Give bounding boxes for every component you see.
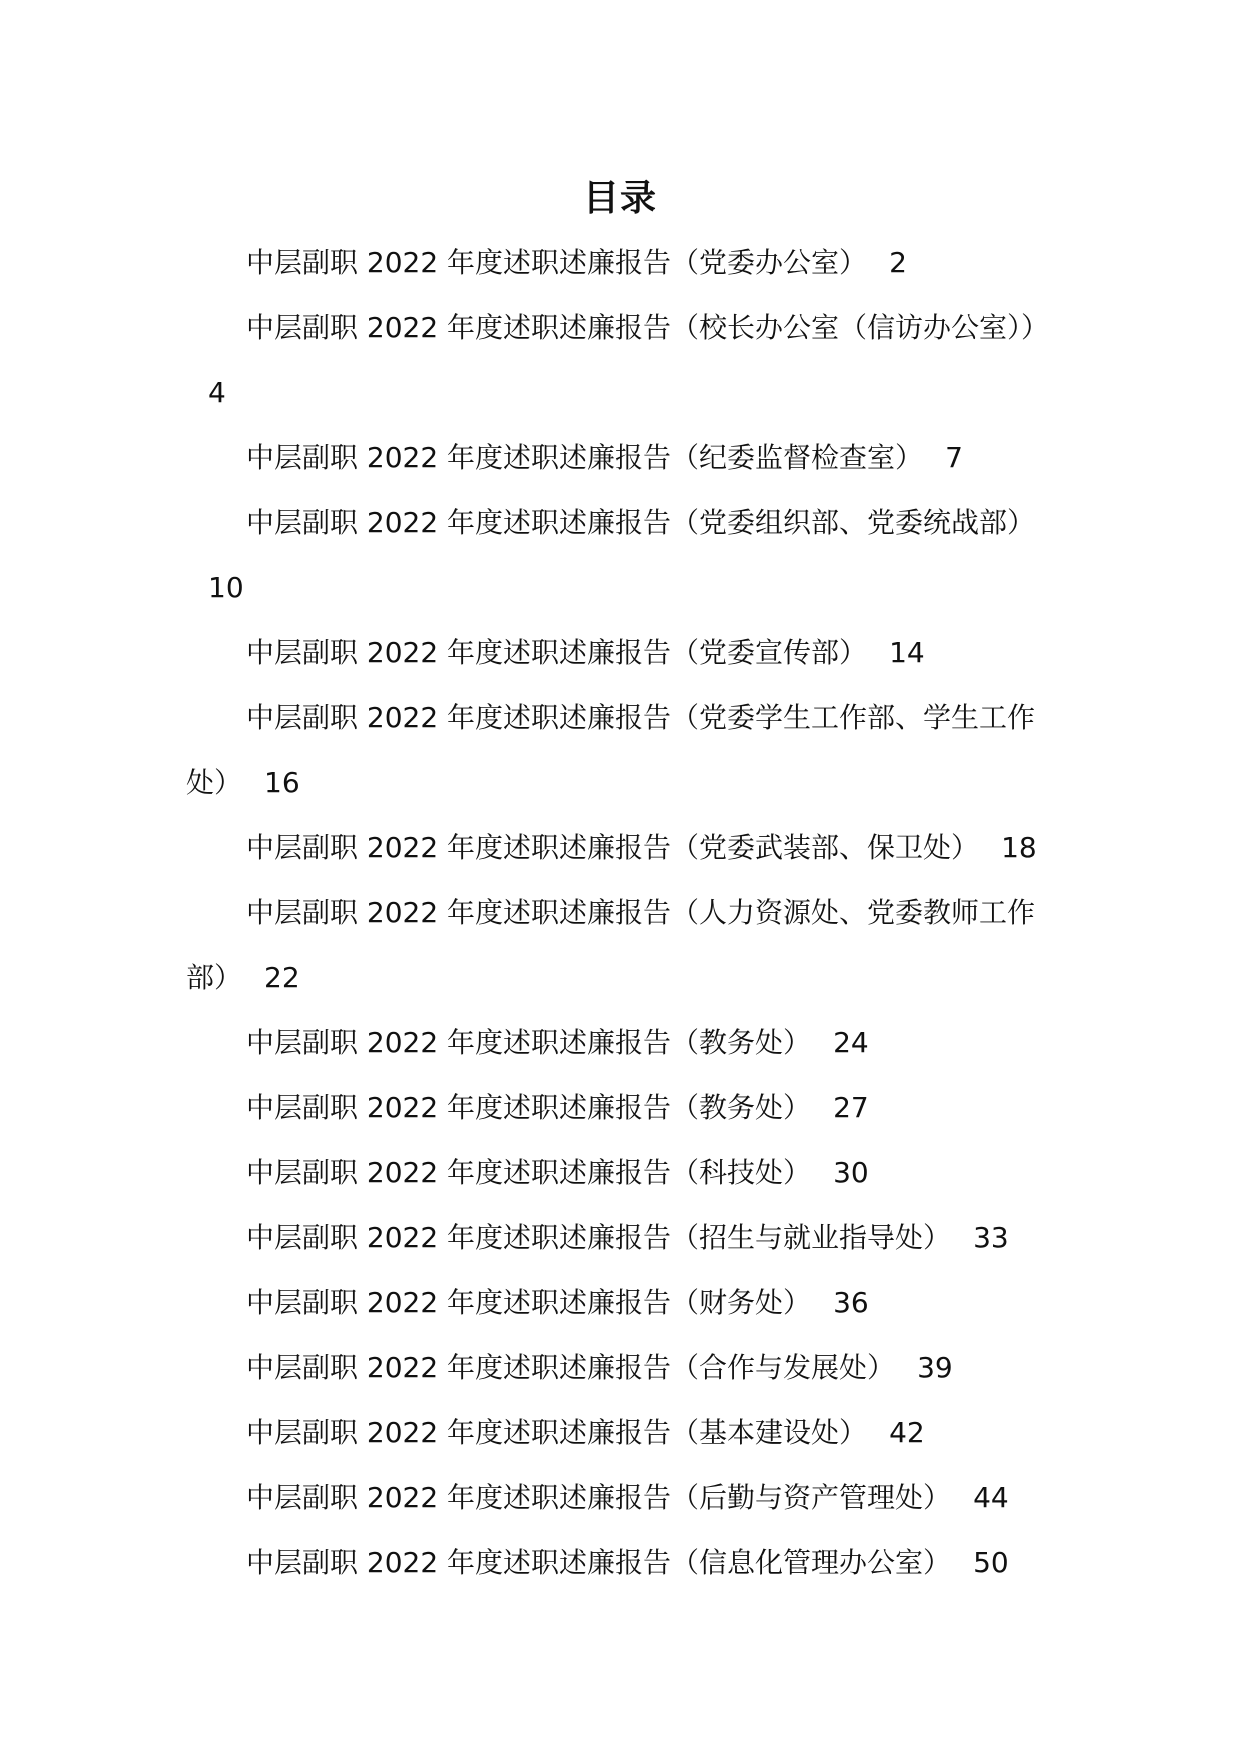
toc-entry[interactable] — [186, 1400, 1056, 1465]
toc-entry-page: 7 — [945, 441, 963, 474]
toc-entry-text: 中层副职 2022 年度述职述廉报告（党委武装部、保卫处） — [246, 831, 980, 864]
toc-entry-text: 中层副职 2022 年度述职述廉报告（基本建设处） — [246, 1416, 868, 1449]
toc-entry[interactable] — [186, 230, 1056, 295]
toc-entry-text: 中层副职 2022 年度述职述廉报告（合作与发展处） — [246, 1351, 896, 1384]
toc-entry-text: 中层副职 2022 年度述职述廉报告（信息化管理办公室） — [246, 1546, 952, 1579]
toc-entry-page: 10 — [208, 571, 244, 604]
toc-entry-page: 14 — [889, 636, 925, 669]
toc-entry-text: 中层副职 2022 年度述职述廉报告（党委办公室） — [246, 246, 868, 279]
toc-entry-page: 39 — [917, 1351, 953, 1384]
toc-entry[interactable] — [186, 1140, 1056, 1205]
toc-entry-text: 中层副职 2022 年度述职述廉报告（教务处） — [246, 1026, 812, 1059]
toc-entry-text: 中层副职 2022 年度述职述廉报告（党委学生工作部、学生工作处） — [186, 701, 1036, 799]
toc-entry-page: 44 — [973, 1481, 1009, 1514]
toc-entry-page: 2 — [889, 246, 907, 279]
toc-entry[interactable] — [186, 1335, 1056, 1400]
toc-entry-page: 18 — [1001, 831, 1037, 864]
toc-entry-page: 36 — [833, 1286, 869, 1319]
toc-entry-page: 22 — [264, 961, 300, 994]
toc-entry[interactable] — [186, 685, 1056, 815]
toc-entry-page: 27 — [833, 1091, 869, 1124]
toc-entry-text: 中层副职 2022 年度述职述廉报告（招生与就业指导处） — [246, 1221, 952, 1254]
toc-entry[interactable] — [186, 1010, 1056, 1075]
toc-entry-page: 42 — [889, 1416, 925, 1449]
toc-entry-page: 33 — [973, 1221, 1009, 1254]
toc-entry-text: 中层副职 2022 年度述职述廉报告（纪委监督检查室） — [246, 441, 924, 474]
toc-entry[interactable] — [186, 1530, 1056, 1595]
toc-entry[interactable] — [186, 1205, 1056, 1270]
toc-entry[interactable] — [186, 1465, 1056, 1530]
toc-entry[interactable] — [186, 1075, 1056, 1140]
toc-entry-text: 中层副职 2022 年度述职述廉报告（人力资源处、党委教师工作部） — [186, 896, 1036, 994]
toc-entry-page: 16 — [264, 766, 300, 799]
toc-entry[interactable] — [186, 880, 1056, 1010]
toc-entry-page: 4 — [208, 376, 226, 409]
toc-entry-page: 24 — [833, 1026, 869, 1059]
toc-entry[interactable] — [186, 490, 1056, 620]
toc-entry-page: 50 — [973, 1546, 1009, 1579]
toc-entry-text: 中层副职 2022 年度述职述廉报告（财务处） — [246, 1286, 812, 1319]
toc-entry-page: 30 — [833, 1156, 869, 1189]
toc-entry-text: 中层副职 2022 年度述职述廉报告（党委组织部、党委统战部） — [246, 506, 1036, 539]
toc-entry[interactable] — [186, 1270, 1056, 1335]
toc-entry-text: 中层副职 2022 年度述职述廉报告（科技处） — [246, 1156, 812, 1189]
toc-entry-text: 中层副职 2022 年度述职述廉报告（教务处） — [246, 1091, 812, 1124]
toc-title: 目录 — [582, 178, 657, 219]
toc-entry-text: 中层副职 2022 年度述职述廉报告（党委宣传部） — [246, 636, 868, 669]
toc-entry[interactable] — [186, 295, 1056, 425]
toc-entry-text: 中层副职 2022 年度述职述廉报告（校长办公室（信访办公室）） — [246, 311, 1050, 344]
toc-entry[interactable] — [186, 815, 1056, 880]
toc-list — [186, 230, 1056, 1595]
toc-entry[interactable] — [186, 425, 1056, 490]
toc-entry-text: 中层副职 2022 年度述职述廉报告（后勤与资产管理处） — [246, 1481, 952, 1514]
toc-entry[interactable] — [186, 620, 1056, 685]
